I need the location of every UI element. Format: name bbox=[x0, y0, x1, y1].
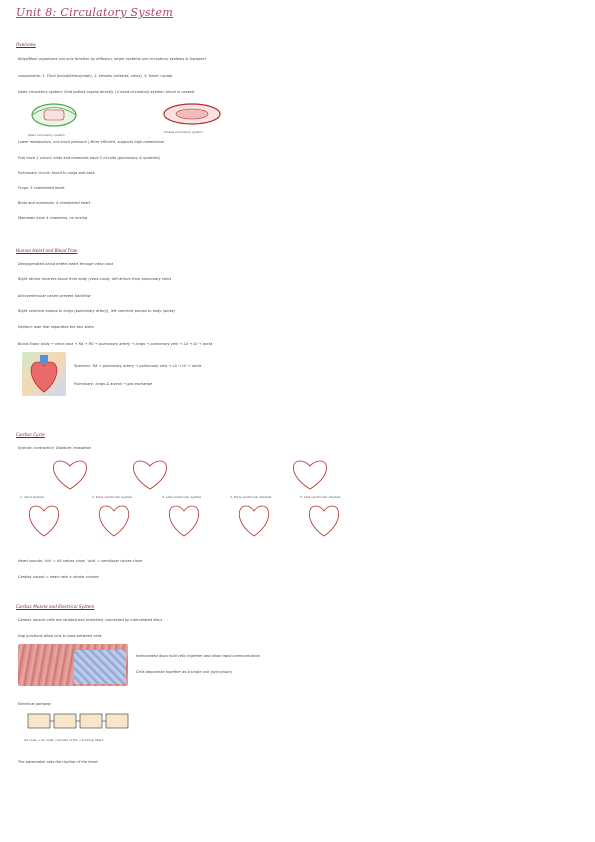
open-system-label: Open circulatory system bbox=[28, 133, 65, 137]
blood-flow-line: Systemic: RA → pulmonary artery → pulmonary vein → LA → LV → aorta bbox=[74, 364, 202, 368]
electrical-pathway-diagram bbox=[24, 708, 134, 734]
blood-flow-line: Blood flows: body → vena cava → RA → RV → pulmonary artery → lungs → pulmonary vein → LA → LV → aorta bbox=[18, 342, 213, 346]
overview-line: Pulmonary circuit: blood to lungs and back bbox=[18, 171, 95, 175]
open-system-diagram bbox=[24, 98, 84, 132]
overview-line: Lower metabolism, not much pressure | More efficient, supports high metabolism bbox=[18, 140, 165, 144]
cardiac-stage-label: 1. Atrial Systole bbox=[20, 495, 44, 499]
blood-flow-line: Septum: wall that separates the two sides bbox=[18, 325, 94, 329]
overview-line: Whys/Multi organisms can only function by diffusion, larger systems use circulatory systems & transport bbox=[18, 57, 206, 61]
cardiac-cycle-heading: Cardiac Cycle bbox=[16, 432, 45, 437]
cardiac-muscle-line: Cardiac muscle cells are striated and branched, connected by intercalated discs bbox=[18, 618, 163, 622]
blood-flow-heading: Human Heart and Blood Flow bbox=[16, 248, 78, 253]
blood-flow-line: Right ventricle pumps to lungs (pulmonary artery), left ventricle pumps to body (aorta) bbox=[18, 309, 175, 313]
closed-system-diagram bbox=[160, 100, 224, 128]
page-title: Unit 8: Circulatory System bbox=[16, 6, 174, 19]
cardiac-muscle-line: Cells depolarize together as a single unit (syncytium) bbox=[136, 670, 233, 674]
intercalated-disc-image bbox=[74, 650, 126, 684]
overview-line: Frogs: 3 chambered heart bbox=[18, 186, 65, 190]
overview-line: components: 1. Fluid (blood/hemolymph), 2. Vessels (arteries, veins), 3. Heart / pump bbox=[18, 74, 173, 78]
heart-figure bbox=[22, 352, 66, 396]
blood-flow-line: Pulmonary: lungs & alveoli → gas exchange bbox=[74, 382, 153, 386]
cardiac-muscle-line: Gap junctions allow ions to pass between cells bbox=[18, 634, 102, 638]
cardiac-cycle-line: Heart sounds: 'lub' = AV valves close, 'dub' = semilunar valves close bbox=[18, 559, 143, 563]
electrical-pathway-text: SA node → AV node → bundle of His → Purkinje fibers bbox=[24, 738, 104, 742]
overview-line: Birds and mammals: 4 chambered heart bbox=[18, 201, 91, 205]
overview-heading: Overview bbox=[16, 42, 36, 47]
overview-line: Fish have 1 circuit; birds and mammals have 2 circuits (pulmonary & systemic) bbox=[18, 156, 161, 160]
cardiac-muscle-heading: Cardiac Muscle and Electrical System bbox=[16, 604, 95, 609]
cardiac-stage-label: 5. Late ventricular diastole bbox=[300, 495, 341, 499]
cardiac-stage-label: 3. Late ventricular systole bbox=[162, 495, 202, 499]
cardiac-stage-label: 2. Early ventricular systole bbox=[92, 495, 133, 499]
blood-flow-line: Right atrium receives blood from body (vena cava); left atrium from pulmonary veins bbox=[18, 277, 172, 281]
overview-line: Open circulatory system: fluid bathes organs directly | Closed circulatory system: blood in vessels bbox=[18, 90, 195, 94]
cardiac-cycle-line: Systole: contraction, Diastole: relaxation bbox=[18, 446, 92, 450]
cardiac-muscle-line: Intercalated discs hold cells together and allow rapid communication bbox=[136, 654, 261, 658]
cardiac-muscle-line: Electrical pathway bbox=[18, 702, 52, 706]
cardiac-stage-label: 4. Early ventricular diastole bbox=[230, 495, 272, 499]
cardiac-cycle-line: Cardiac output = heart rate × stroke volume bbox=[18, 575, 99, 579]
heart-diagram-row-1 bbox=[40, 455, 330, 493]
blood-flow-line: Atrioventricular valves prevent backflow bbox=[18, 294, 91, 298]
heart-diagram-row-2 bbox=[20, 500, 350, 540]
cardiac-muscle-line: The pacemaker sets the rhythm of the heart bbox=[18, 760, 98, 764]
blood-flow-line: Deoxygenated blood enters heart through vena cava bbox=[18, 262, 114, 266]
overview-line: Mammals have 4 chambers, no mixing bbox=[18, 216, 88, 220]
closed-system-label: Closed circulatory system bbox=[164, 130, 203, 134]
